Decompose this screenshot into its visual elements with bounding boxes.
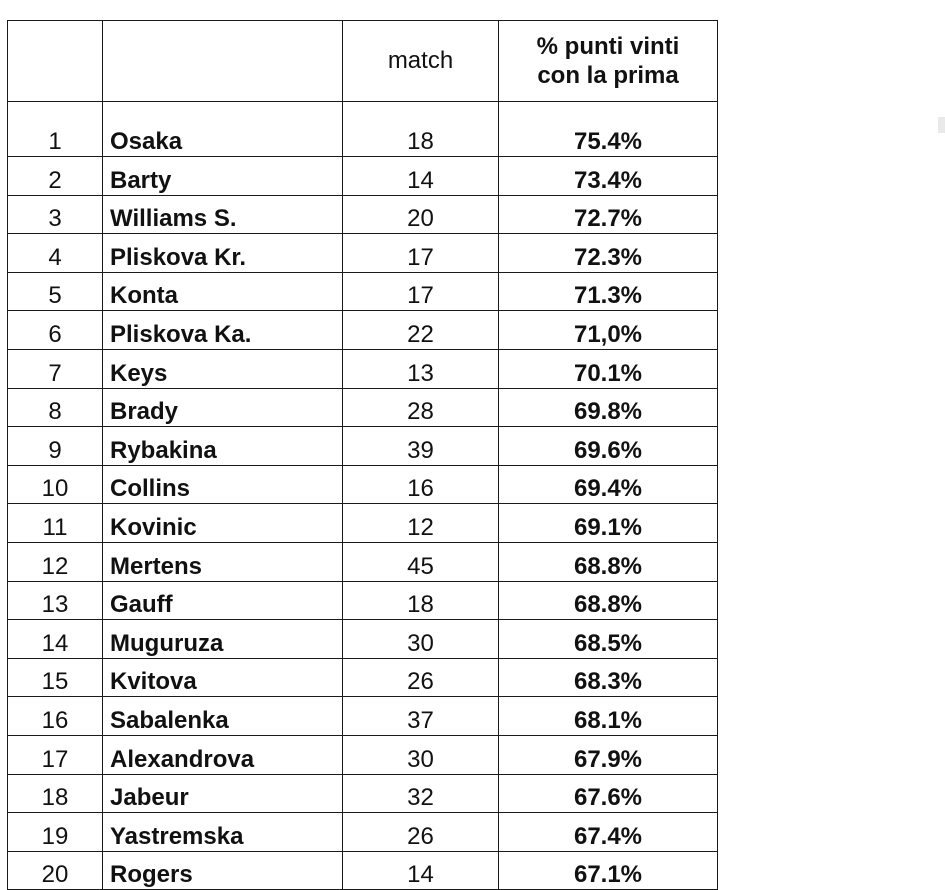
match-count-cell: 14 <box>343 851 499 890</box>
pct-cell: 69.1% <box>499 504 718 543</box>
player-name-cell: Barty <box>103 157 343 196</box>
table-row <box>8 349 718 388</box>
pct-cell: 71,0% <box>499 311 718 350</box>
pct-cell: 69.8% <box>499 388 718 427</box>
table-row <box>8 311 718 350</box>
header-pct <box>499 21 718 102</box>
rank-cell: 6 <box>8 311 103 350</box>
header-rank <box>8 21 103 102</box>
rank-cell: 15 <box>8 658 103 697</box>
match-count-cell: 30 <box>343 620 499 659</box>
match-count-cell: 39 <box>343 427 499 466</box>
player-name-cell: Jabeur <box>103 774 343 813</box>
rank-cell: 16 <box>8 697 103 736</box>
pct-cell: 68.3% <box>499 658 718 697</box>
table-row <box>8 697 718 736</box>
pct-cell: 69.6% <box>499 427 718 466</box>
match-count-cell: 26 <box>343 658 499 697</box>
player-name-cell: Brady <box>103 388 343 427</box>
match-count-cell: 17 <box>343 234 499 273</box>
pct-cell: 69.4% <box>499 465 718 504</box>
match-count-cell: 30 <box>343 735 499 774</box>
rank-cell: 8 <box>8 388 103 427</box>
rank-cell: 18 <box>8 774 103 813</box>
table-row <box>8 388 718 427</box>
table-row <box>8 851 718 890</box>
player-name-cell: Kvitova <box>103 658 343 697</box>
table-row <box>8 542 718 581</box>
player-name-cell: Keys <box>103 349 343 388</box>
match-count-cell: 16 <box>343 465 499 504</box>
table-row <box>8 581 718 620</box>
pct-cell: 75.4% <box>499 102 718 157</box>
match-count-cell: 18 <box>343 102 499 157</box>
table-row <box>8 465 718 504</box>
edge-mark <box>938 117 945 133</box>
pct-cell: 71.3% <box>499 272 718 311</box>
stats-table-container <box>7 20 717 890</box>
table-body <box>8 102 718 890</box>
header-pct-line1: % punti vinti <box>536 33 680 60</box>
table-row <box>8 813 718 852</box>
pct-cell: 70.1% <box>499 349 718 388</box>
player-name-cell: Williams S. <box>103 195 343 234</box>
pct-cell: 67.4% <box>499 813 718 852</box>
pct-cell: 67.6% <box>499 774 718 813</box>
rank-cell: 13 <box>8 581 103 620</box>
table-row <box>8 195 718 234</box>
player-name-cell: Yastremska <box>103 813 343 852</box>
header-match: match <box>343 21 499 102</box>
player-name-cell: Konta <box>103 272 343 311</box>
match-count-cell: 18 <box>343 581 499 620</box>
player-name-cell: Collins <box>103 465 343 504</box>
table-row <box>8 774 718 813</box>
player-name-cell: Mertens <box>103 542 343 581</box>
table-header <box>8 21 718 102</box>
table-row <box>8 102 718 157</box>
match-count-cell: 20 <box>343 195 499 234</box>
table-row <box>8 272 718 311</box>
header-row <box>8 21 718 102</box>
pct-cell: 68.5% <box>499 620 718 659</box>
table-row <box>8 234 718 273</box>
rank-cell: 11 <box>8 504 103 543</box>
pct-cell: 67.1% <box>499 851 718 890</box>
rank-cell: 3 <box>8 195 103 234</box>
match-count-cell: 45 <box>343 542 499 581</box>
table-row <box>8 427 718 466</box>
match-count-cell: 22 <box>343 311 499 350</box>
rank-cell: 5 <box>8 272 103 311</box>
table-row <box>8 658 718 697</box>
player-name-cell: Rybakina <box>103 427 343 466</box>
player-name-cell: Pliskova Ka. <box>103 311 343 350</box>
table-row <box>8 620 718 659</box>
pct-cell: 68.8% <box>499 581 718 620</box>
table-row <box>8 157 718 196</box>
match-count-cell: 28 <box>343 388 499 427</box>
rank-cell: 20 <box>8 851 103 890</box>
rank-cell: 14 <box>8 620 103 659</box>
player-name-cell: Alexandrova <box>103 735 343 774</box>
pct-cell: 72.3% <box>499 234 718 273</box>
match-count-cell: 14 <box>343 157 499 196</box>
pct-cell: 68.1% <box>499 697 718 736</box>
rank-cell: 1 <box>8 102 103 157</box>
player-name-cell: Sabalenka <box>103 697 343 736</box>
rank-cell: 12 <box>8 542 103 581</box>
rank-cell: 2 <box>8 157 103 196</box>
pct-cell: 72.7% <box>499 195 718 234</box>
table-row <box>8 504 718 543</box>
player-name-cell: Gauff <box>103 581 343 620</box>
player-name-cell: Rogers <box>103 851 343 890</box>
header-pct-line2: con la prima <box>537 62 679 89</box>
pct-cell: 73.4% <box>499 157 718 196</box>
player-name-cell: Osaka <box>103 102 343 157</box>
pct-cell: 68.8% <box>499 542 718 581</box>
header-name <box>103 21 343 102</box>
match-count-cell: 26 <box>343 813 499 852</box>
rank-cell: 17 <box>8 735 103 774</box>
rank-cell: 7 <box>8 349 103 388</box>
pct-cell: 67.9% <box>499 735 718 774</box>
match-count-cell: 37 <box>343 697 499 736</box>
player-name-cell: Kovinic <box>103 504 343 543</box>
table-row <box>8 735 718 774</box>
rank-cell: 19 <box>8 813 103 852</box>
match-count-cell: 12 <box>343 504 499 543</box>
match-count-cell: 13 <box>343 349 499 388</box>
player-name-cell: Pliskova Kr. <box>103 234 343 273</box>
rank-cell: 4 <box>8 234 103 273</box>
match-count-cell: 32 <box>343 774 499 813</box>
rank-cell: 9 <box>8 427 103 466</box>
first-serve-points-table <box>7 20 718 890</box>
player-name-cell: Muguruza <box>103 620 343 659</box>
match-count-cell: 17 <box>343 272 499 311</box>
rank-cell: 10 <box>8 465 103 504</box>
